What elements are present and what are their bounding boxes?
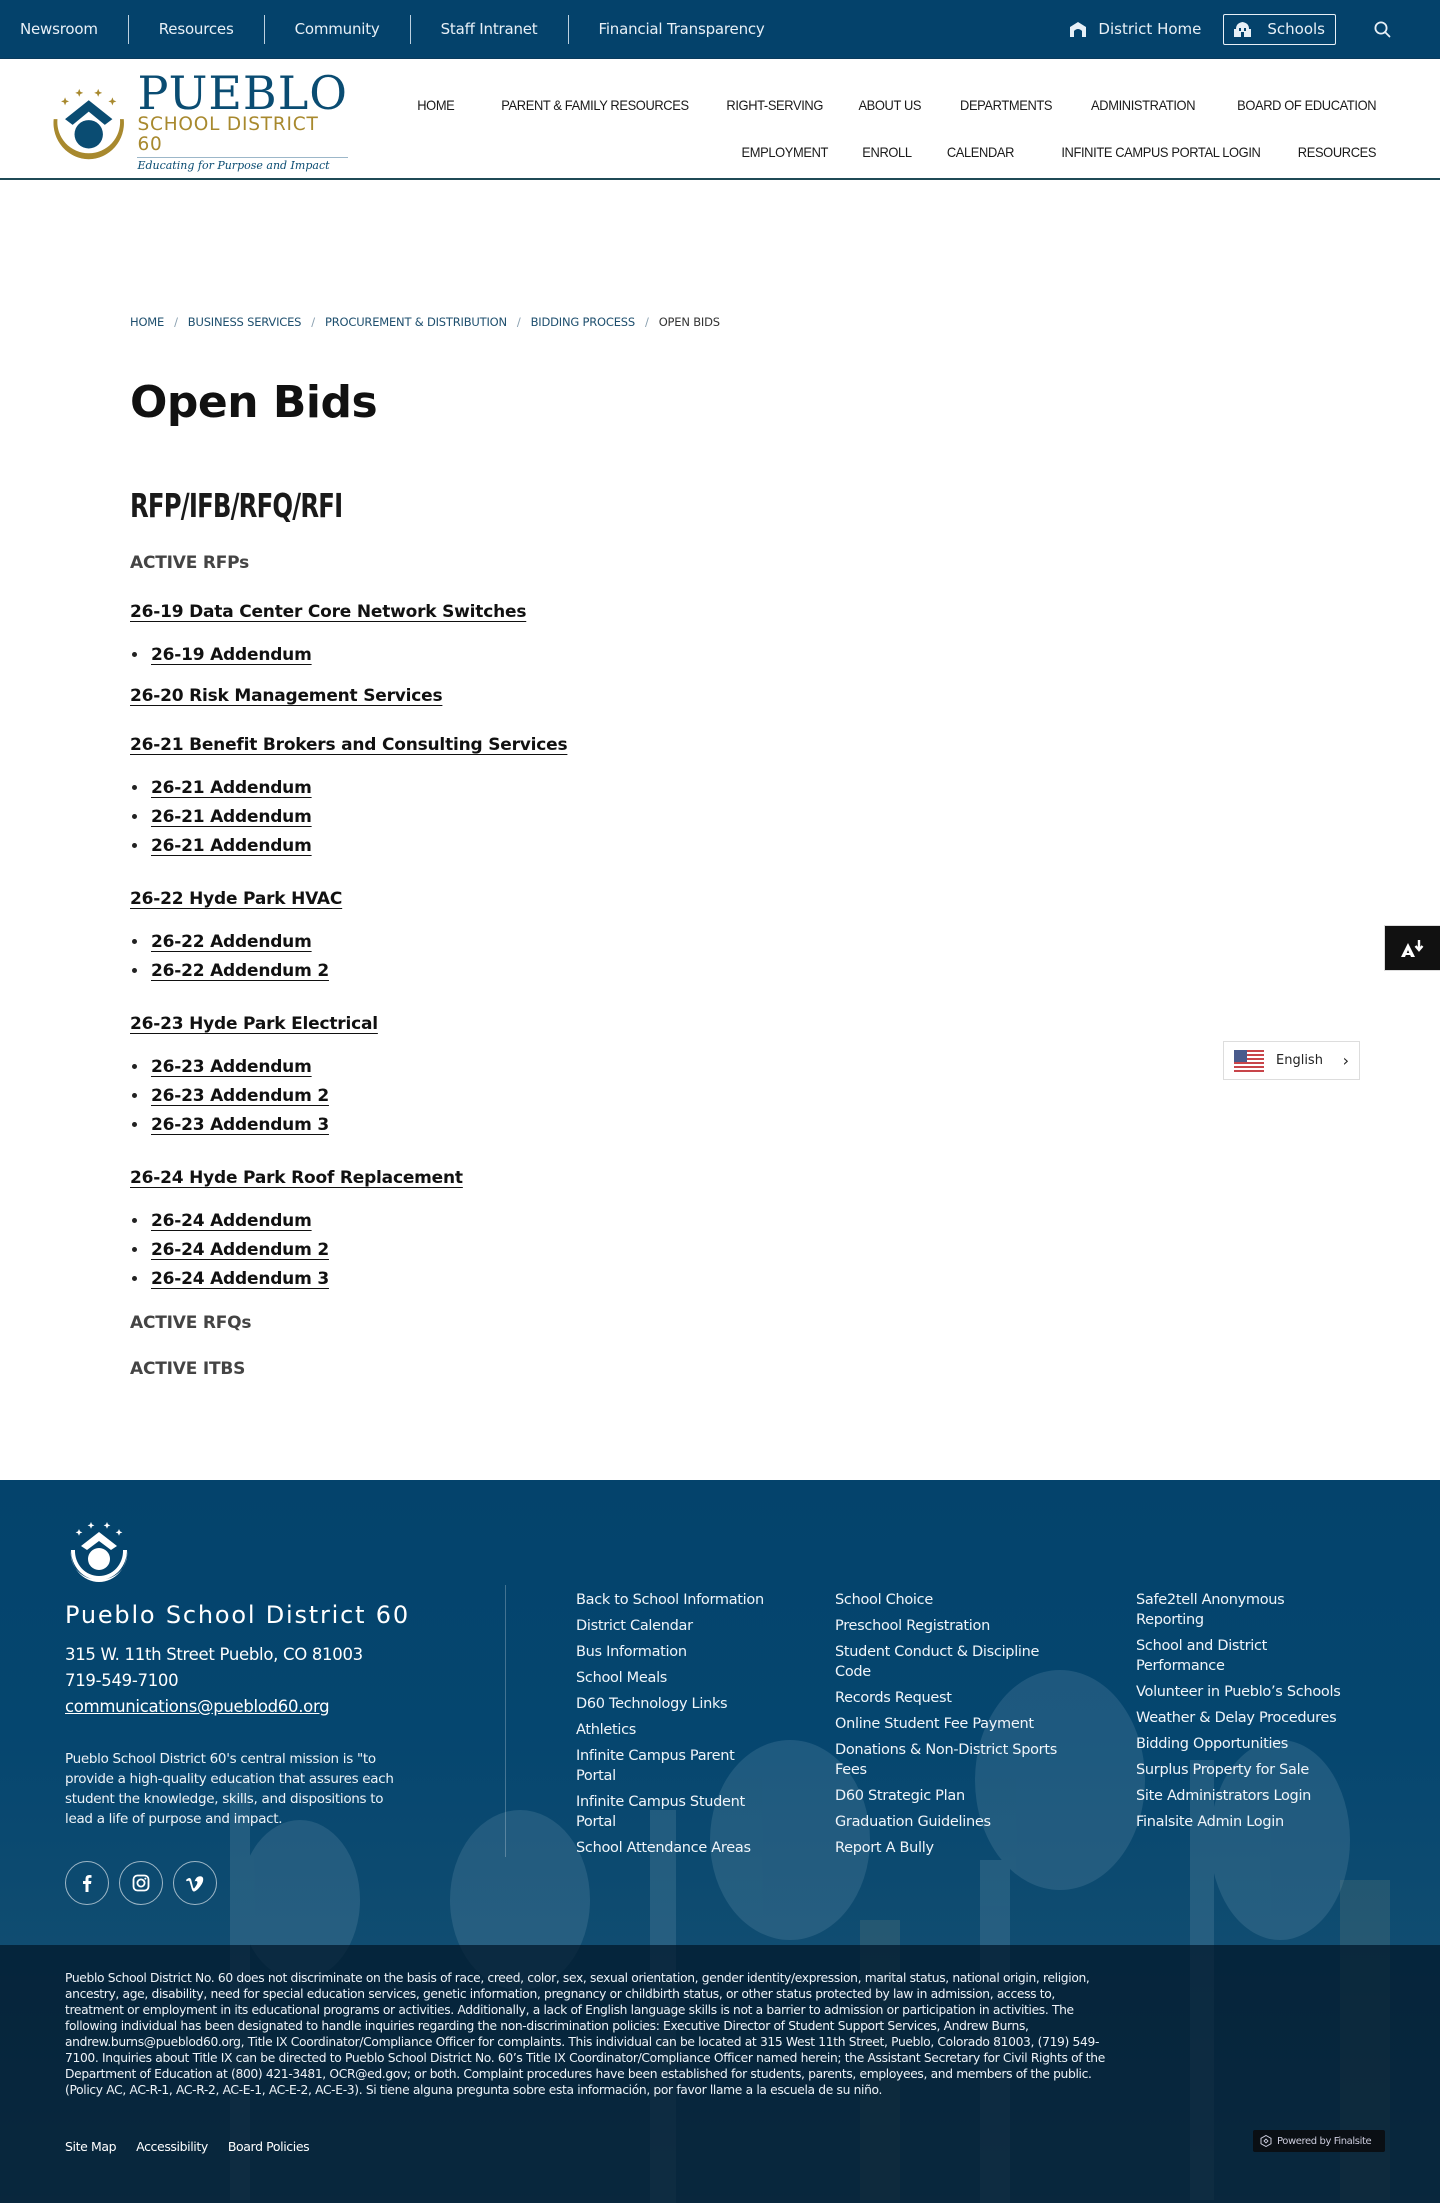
- language-selector[interactable]: [1223, 1041, 1360, 1080]
- addendum-link[interactable]: 26-24 Addendum 2: [151, 1239, 329, 1260]
- addendum-item: [130, 802, 1440, 831]
- breadcrumb-bidding-process[interactable]: BIDDING PROCESS: [530, 315, 636, 329]
- addendum-item: [130, 831, 1440, 860]
- breadcrumb-current: OPEN BIDS: [658, 315, 720, 329]
- instagram-link[interactable]: [119, 1861, 163, 1905]
- footer-logo-icon: [65, 1516, 133, 1584]
- bid-link[interactable]: 26-22 Hyde Park HVAC: [130, 889, 343, 909]
- footer-contact: [65, 1516, 425, 1905]
- footer-link[interactable]: D60 Technology Links: [576, 1696, 728, 1712]
- footer-links-column-3: [1136, 1590, 1341, 1838]
- utility-link-staff-intranet[interactable]: Staff Intranet: [410, 15, 568, 44]
- addendum-link[interactable]: 26-24 Addendum: [151, 1210, 312, 1231]
- logo-tagline: Educating for Purpose and Impact: [137, 159, 330, 172]
- addendum-link[interactable]: 26-23 Addendum 3: [151, 1114, 329, 1135]
- bullet-icon: [132, 1276, 137, 1281]
- breadcrumb: [130, 315, 1440, 329]
- nav-calendar[interactable]: CALENDAR: [947, 144, 1015, 160]
- board-policies-link[interactable]: Board Policies: [227, 2139, 310, 2154]
- nav-parent-family-resources[interactable]: PARENT & FAMILY RESOURCES: [500, 97, 689, 113]
- accessibility-link[interactable]: Accessibility: [136, 2139, 208, 2154]
- powered-by-label: Powered by Finalsite: [1277, 2135, 1372, 2147]
- main-nav-row-2: [734, 128, 1376, 176]
- nav-administration[interactable]: ADMINISTRATION: [1090, 97, 1195, 113]
- social-links: [65, 1861, 425, 1905]
- footer-link[interactable]: School Meals: [576, 1670, 668, 1686]
- breadcrumb-separator: /: [311, 315, 315, 329]
- main-header: [0, 59, 1440, 180]
- bullet-icon: [132, 785, 137, 790]
- footer-district-name: Pueblo School District 60: [65, 1601, 410, 1629]
- footer-link[interactable]: Finalsite Admin Login: [1136, 1814, 1284, 1830]
- footer-link[interactable]: Back to School Information: [576, 1592, 764, 1608]
- logo-emblem-icon: [48, 79, 129, 165]
- breadcrumb-separator: /: [516, 315, 521, 329]
- bid-link[interactable]: 26-19 Data Center Core Network Switches: [130, 602, 527, 622]
- language-label: English: [1276, 1053, 1323, 1068]
- bullet-icon: [132, 1093, 137, 1098]
- addendum-link[interactable]: 26-22 Addendum: [151, 931, 312, 952]
- district-home-label: District Home: [1098, 20, 1202, 38]
- us-flag-icon: [1234, 1050, 1264, 1072]
- finalsite-logo-icon: [1260, 2135, 1272, 2147]
- footer-link[interactable]: Safe2tell Anonymous Reporting: [1136, 1592, 1285, 1628]
- breadcrumb-home[interactable]: HOME: [130, 315, 165, 329]
- footer-phone: 719-549-7100: [65, 1671, 179, 1690]
- footer-link[interactable]: School and District Performance: [1136, 1638, 1268, 1674]
- facebook-icon: [82, 1874, 92, 1892]
- addendum-link[interactable]: 26-23 Addendum: [151, 1056, 312, 1077]
- district-home-link[interactable]: [1070, 20, 1201, 38]
- school-building-icon: [1234, 22, 1251, 37]
- active-itbs-label: ACTIVE ITBS: [130, 1359, 246, 1379]
- nav-board-of-education[interactable]: BOARD OF EDUCATION: [1236, 97, 1376, 113]
- text-resize-icon: [1400, 938, 1426, 958]
- addendum-link[interactable]: 26-23 Addendum 2: [151, 1085, 329, 1106]
- bullet-icon: [132, 1247, 137, 1252]
- breadcrumb-procurement-distribution[interactable]: PROCUREMENT & DISTRIBUTION: [324, 315, 507, 329]
- logo-text: [137, 66, 348, 173]
- footer-link[interactable]: Infinite Campus Student Portal: [576, 1794, 745, 1830]
- footer-link[interactable]: Preschool Registration: [835, 1618, 990, 1634]
- footer-links-column-1: [576, 1590, 776, 1864]
- schools-button[interactable]: [1223, 14, 1336, 45]
- utility-links: [20, 15, 795, 44]
- powered-by-finalsite-badge[interactable]: [1253, 2130, 1385, 2152]
- vimeo-link[interactable]: [173, 1861, 217, 1905]
- site-map-link[interactable]: Site Map: [65, 2139, 117, 2154]
- footer-link[interactable]: Surplus Property for Sale: [1136, 1762, 1309, 1778]
- addendum-link[interactable]: 26-21 Addendum: [151, 777, 312, 798]
- addendum-item: [130, 1081, 1440, 1110]
- active-rfps-label: ACTIVE RFPs: [130, 553, 250, 573]
- bid-link[interactable]: 26-20 Risk Management Services: [130, 686, 443, 706]
- footer: [0, 1480, 1440, 2203]
- home-icon: [1070, 22, 1086, 37]
- search-button[interactable]: [1370, 17, 1394, 41]
- footer-link[interactable]: District Calendar: [576, 1618, 693, 1634]
- active-rfqs-label: ACTIVE RFQs: [130, 1313, 252, 1333]
- nav-right-serving[interactable]: RIGHT-SERVING: [726, 97, 824, 113]
- addendum-link[interactable]: 26-22 Addendum 2: [151, 960, 329, 981]
- footer-link[interactable]: Graduation Guidelines: [835, 1814, 991, 1830]
- nav-home[interactable]: HOME: [417, 97, 455, 113]
- section-heading: RFP/IFB/RFQ/RFI: [130, 486, 343, 525]
- utility-link-financial-transparency[interactable]: Financial Transparency: [568, 15, 795, 44]
- breadcrumb-separator: /: [174, 315, 178, 329]
- footer-link[interactable]: Report A Bully: [835, 1840, 934, 1856]
- utility-actions: [1070, 14, 1420, 45]
- footer-bottom: [0, 1945, 1440, 2203]
- bid-item: [130, 573, 1440, 669]
- utility-link-resources[interactable]: Resources: [128, 15, 264, 44]
- search-icon: [1374, 21, 1391, 38]
- footer-link[interactable]: Bus Information: [576, 1644, 687, 1660]
- addendum-item: [130, 1235, 1440, 1264]
- footer-link[interactable]: D60 Strategic Plan: [835, 1788, 965, 1804]
- breadcrumb-separator: /: [645, 315, 649, 329]
- instagram-icon: [132, 1874, 150, 1892]
- bullet-icon: [132, 939, 137, 944]
- bullet-icon: [132, 1218, 137, 1223]
- utility-bar: [0, 0, 1440, 59]
- bid-item: [130, 657, 1440, 706]
- logo-title: PUEBLO: [137, 66, 348, 120]
- main-content: [0, 180, 1440, 1480]
- breadcrumb-business-services[interactable]: BUSINESS SERVICES: [187, 315, 302, 329]
- footer-link[interactable]: Donations & Non-District Sports Fees: [835, 1742, 1057, 1778]
- bid-link[interactable]: 26-21 Benefit Brokers and Consulting Services: [130, 735, 568, 755]
- nav-enroll[interactable]: ENROLL: [862, 144, 912, 160]
- bid-link[interactable]: 26-24 Hyde Park Roof Replacement: [130, 1168, 463, 1188]
- footer-address: 315 W. 11th Street Pueblo, CO 81003: [65, 1645, 363, 1664]
- nav-employment[interactable]: EMPLOYMENT: [741, 144, 828, 160]
- addenda-list: [130, 773, 1440, 860]
- utility-link-community[interactable]: Community: [264, 15, 410, 44]
- addenda-list: [130, 1206, 1440, 1293]
- footer-top: [0, 1480, 1440, 1945]
- addendum-item: [130, 773, 1440, 802]
- page-title: Open Bids: [130, 377, 378, 428]
- vimeo-icon: [185, 1875, 205, 1892]
- footer-link[interactable]: Athletics: [576, 1722, 637, 1738]
- footer-bottom-links: [65, 2139, 309, 2154]
- addendum-item: [130, 1110, 1440, 1139]
- logo-subtitle: SCHOOL DISTRICT 60: [137, 115, 348, 158]
- facebook-link[interactable]: [65, 1861, 109, 1905]
- footer-links-column-2: [835, 1590, 1065, 1864]
- nav-infinite-campus-portal-login[interactable]: INFINITE CAMPUS PORTAL LOGIN: [1061, 144, 1261, 160]
- bid-item: [130, 860, 1440, 985]
- bullet-icon: [132, 814, 137, 819]
- main-nav: [414, 59, 1376, 176]
- footer-link[interactable]: School Choice: [835, 1592, 933, 1608]
- schools-label: Schools: [1267, 20, 1325, 38]
- bullet-icon: [132, 968, 137, 973]
- bid-link[interactable]: 26-23 Hyde Park Electrical: [130, 1014, 378, 1034]
- nav-departments[interactable]: DEPARTMENTS: [959, 97, 1052, 113]
- footer-link[interactable]: Volunteer in Pueblo’s Schools: [1136, 1684, 1341, 1700]
- footer-link[interactable]: Records Request: [835, 1690, 952, 1706]
- bullet-icon: [132, 1122, 137, 1127]
- accessibility-button[interactable]: [1384, 925, 1440, 971]
- footer-link[interactable]: Student Conduct & Discipline Code: [835, 1644, 1040, 1680]
- addendum-item: [130, 1264, 1440, 1293]
- footer-link[interactable]: Site Administrators Login: [1136, 1788, 1312, 1804]
- addendum-item: [130, 1206, 1440, 1235]
- main-nav-row-1: [414, 81, 1376, 129]
- footer-divider: [505, 1585, 506, 1857]
- addendum-link[interactable]: 26-24 Addendum 3: [151, 1268, 329, 1289]
- footer-link[interactable]: Infinite Campus Parent Portal: [576, 1748, 735, 1784]
- footer-email-link[interactable]: communications@pueblod60.org: [65, 1697, 330, 1716]
- addendum-item: [130, 927, 1440, 956]
- addendum-link[interactable]: 26-21 Addendum: [151, 835, 312, 856]
- bid-item: [130, 1139, 1440, 1293]
- utility-link-newsroom[interactable]: Newsroom: [20, 19, 98, 38]
- addendum-link[interactable]: 26-21 Addendum: [151, 806, 312, 827]
- footer-link[interactable]: Bidding Opportunities: [1136, 1736, 1289, 1752]
- non-discrimination-notice: Pueblo School District No. 60 does not discriminate on the basis of race, creed, color, sex, sexual orientation, gender identity/expression, marital status, national origin, religion, ancestry, age, disability, need for special education services, genetic information, pregnancy or childbirth status, or other status protected by law in admission, access to, treatment or employment in its educational programs or activities. Additionally, a lack of English language skills is not a barrier to admission or participation in activities. The following individual has been designated to handle inquiries regarding the non-discrimination policies: Executive Director of Student Support Services, Andrew Burns, andrew.burns@pueblod60.org, Title IX Coordinator/Compliance Officer for complaints. This individual can be located at 315 West 11th Street, Pueblo, Colorado 81003, (719) 549-7100. Inquiries about Title IX can be directed to Pueblo School District No. 60’s Title IX Coordinator/Compliance Officer named herein; the Assistant Secretary for Civil Rights of the Department of Education at (800) 421-3481, OCR@ed.gov; or both. Complaint procedures have been established for students, parents, employees, and members of the public. (Policy AC, AC-R-1, AC-R-2, AC-E-1, AC-E-2, AC-E-3). Si tiene alguna pregunta sobre esta información, por favor llame a la escuela de su niño.: [65, 1971, 1105, 2097]
- footer-link[interactable]: Online Student Fee Payment: [835, 1716, 1034, 1732]
- footer-link[interactable]: Weather & Delay Procedures: [1136, 1710, 1337, 1726]
- addenda-list: [130, 927, 1440, 985]
- footer-link[interactable]: School Attendance Areas: [576, 1840, 751, 1856]
- chevron-right-icon: ›: [1342, 1051, 1349, 1070]
- district-logo[interactable]: [48, 66, 348, 172]
- addendum-item: [130, 956, 1440, 985]
- bid-item: [130, 706, 1440, 860]
- bullet-icon: [132, 843, 137, 848]
- addendum-link[interactable]: 26-19 Addendum: [151, 644, 312, 665]
- bullet-icon: [132, 1064, 137, 1069]
- nav-resources[interactable]: RESOURCES: [1297, 144, 1376, 160]
- nav-about-us[interactable]: ABOUT US: [858, 97, 922, 113]
- footer-mission: Pueblo School District 60's central mission is "to provide a high-quality education that assures each student the knowledge, skills, and dispositions to lead a life of purpose and impact.: [65, 1751, 394, 1827]
